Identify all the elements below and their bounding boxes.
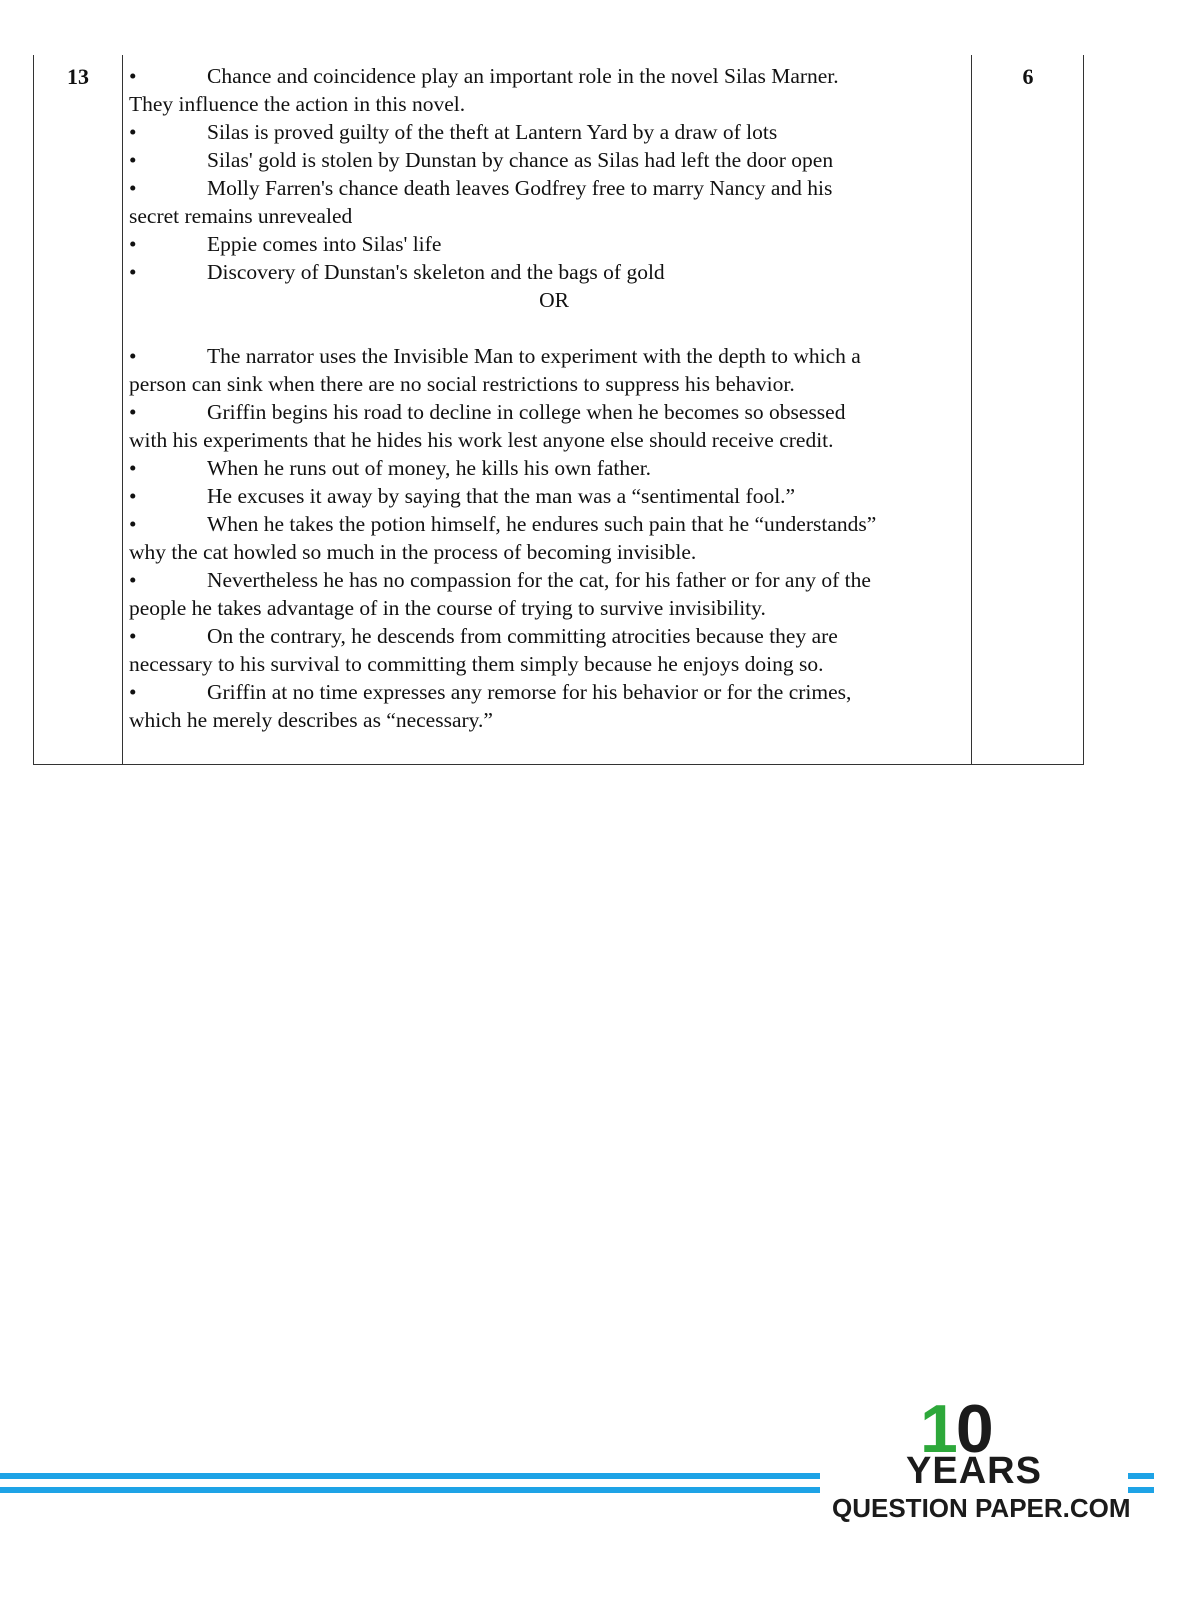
answer-point [129, 118, 969, 146]
point-text-continued: why the cat howled so much in the process of becoming invisible. [129, 540, 697, 564]
bullet-marker: • [129, 624, 137, 648]
logo-digit-zero: 0 [955, 1391, 992, 1467]
bullet-marker: • [129, 344, 137, 368]
bullet-marker: • [129, 680, 137, 704]
answer-point [129, 230, 969, 258]
point-text: Silas is proved guilty of the theft at Lantern Yard by a draw of lots [207, 120, 778, 144]
answer-point [129, 566, 969, 622]
bullet-marker: • [129, 400, 137, 424]
logo-stripe [0, 1487, 820, 1493]
point-text-continued: with his experiments that he hides his work lest anyone else should receive credit. [129, 428, 834, 452]
answer-part-2 [129, 342, 969, 734]
bullet-marker: • [129, 484, 137, 508]
bullet-marker: • [129, 260, 137, 284]
logo-digit-one: 1 [920, 1391, 956, 1467]
question-number: 13 [67, 64, 89, 89]
logo-stripe [0, 1473, 820, 1479]
or-separator: OR [539, 288, 569, 312]
point-text-continued: which he merely describes as “necessary.” [129, 708, 493, 732]
bullet-marker: • [129, 568, 137, 592]
logo-site-name: QUESTION PAPER.COM [832, 1493, 1131, 1523]
point-text-continued: They influence the action in this novel. [129, 92, 466, 116]
answer-point [129, 146, 969, 174]
answer-point [129, 622, 969, 678]
answer-point [129, 174, 969, 230]
answer-point [129, 62, 969, 118]
answer-part-1 [129, 62, 969, 286]
site-logo [0, 1391, 1180, 1555]
point-text: Chance and coincidence play an important role in the novel Silas Marner. [207, 64, 839, 88]
bullet-marker: • [129, 512, 137, 536]
point-text: On the contrary, he descends from committing atrocities because they are [207, 624, 838, 648]
logo-stripe [1128, 1473, 1154, 1479]
point-text: He excuses it away by saying that the man was a “sentimental fool.” [207, 484, 796, 508]
answer-point [129, 482, 969, 510]
logo-stripe [1128, 1487, 1154, 1493]
column-divider [122, 55, 123, 764]
bullet-marker: • [129, 64, 137, 88]
point-text: When he takes the potion himself, he endures such pain that he “understands” [207, 512, 877, 536]
answer-table [33, 55, 1084, 765]
point-text-continued: secret remains unrevealed [129, 204, 353, 228]
answer-point [129, 454, 969, 482]
answer-point [129, 258, 969, 286]
answer-point [129, 398, 969, 454]
answer-point [129, 678, 969, 734]
point-text: Nevertheless he has no compassion for the cat, for his father or for any of the [207, 568, 871, 592]
marks-value: 6 [1022, 64, 1034, 89]
point-text-continued: person can sink when there are no social restrictions to suppress his behavior. [129, 372, 795, 396]
bullet-marker: • [129, 232, 137, 256]
bullet-marker: • [129, 120, 137, 144]
column-divider [971, 55, 972, 764]
point-text: Silas' gold is stolen by Dunstan by chance as Silas had left the door open [207, 148, 834, 172]
answer-text [129, 62, 969, 734]
bullet-marker: • [129, 148, 137, 172]
bullet-marker: • [129, 456, 137, 480]
bullet-marker: • [129, 176, 137, 200]
point-text: Griffin at no time expresses any remorse for his behavior or for the crimes, [207, 680, 852, 704]
point-text: Discovery of Dunstan's skeleton and the bags of gold [207, 260, 665, 284]
point-text-continued: necessary to his survival to committing them simply because he enjoys doing so. [129, 652, 824, 676]
point-text: Eppie comes into Silas' life [207, 232, 442, 256]
answer-point [129, 510, 969, 566]
logo-years: YEARS [906, 1450, 1042, 1492]
answer-point [129, 342, 969, 398]
point-text: Molly Farren's chance death leaves Godfrey free to marry Nancy and his [207, 176, 833, 200]
point-text: When he runs out of money, he kills his own father. [207, 456, 652, 480]
point-text: The narrator uses the Invisible Man to experiment with the depth to which a [207, 344, 861, 368]
point-text: Griffin begins his road to decline in college when he becomes so obsessed [207, 400, 846, 424]
point-text-continued: people he takes advantage of in the course of trying to survive invisibility. [129, 596, 766, 620]
